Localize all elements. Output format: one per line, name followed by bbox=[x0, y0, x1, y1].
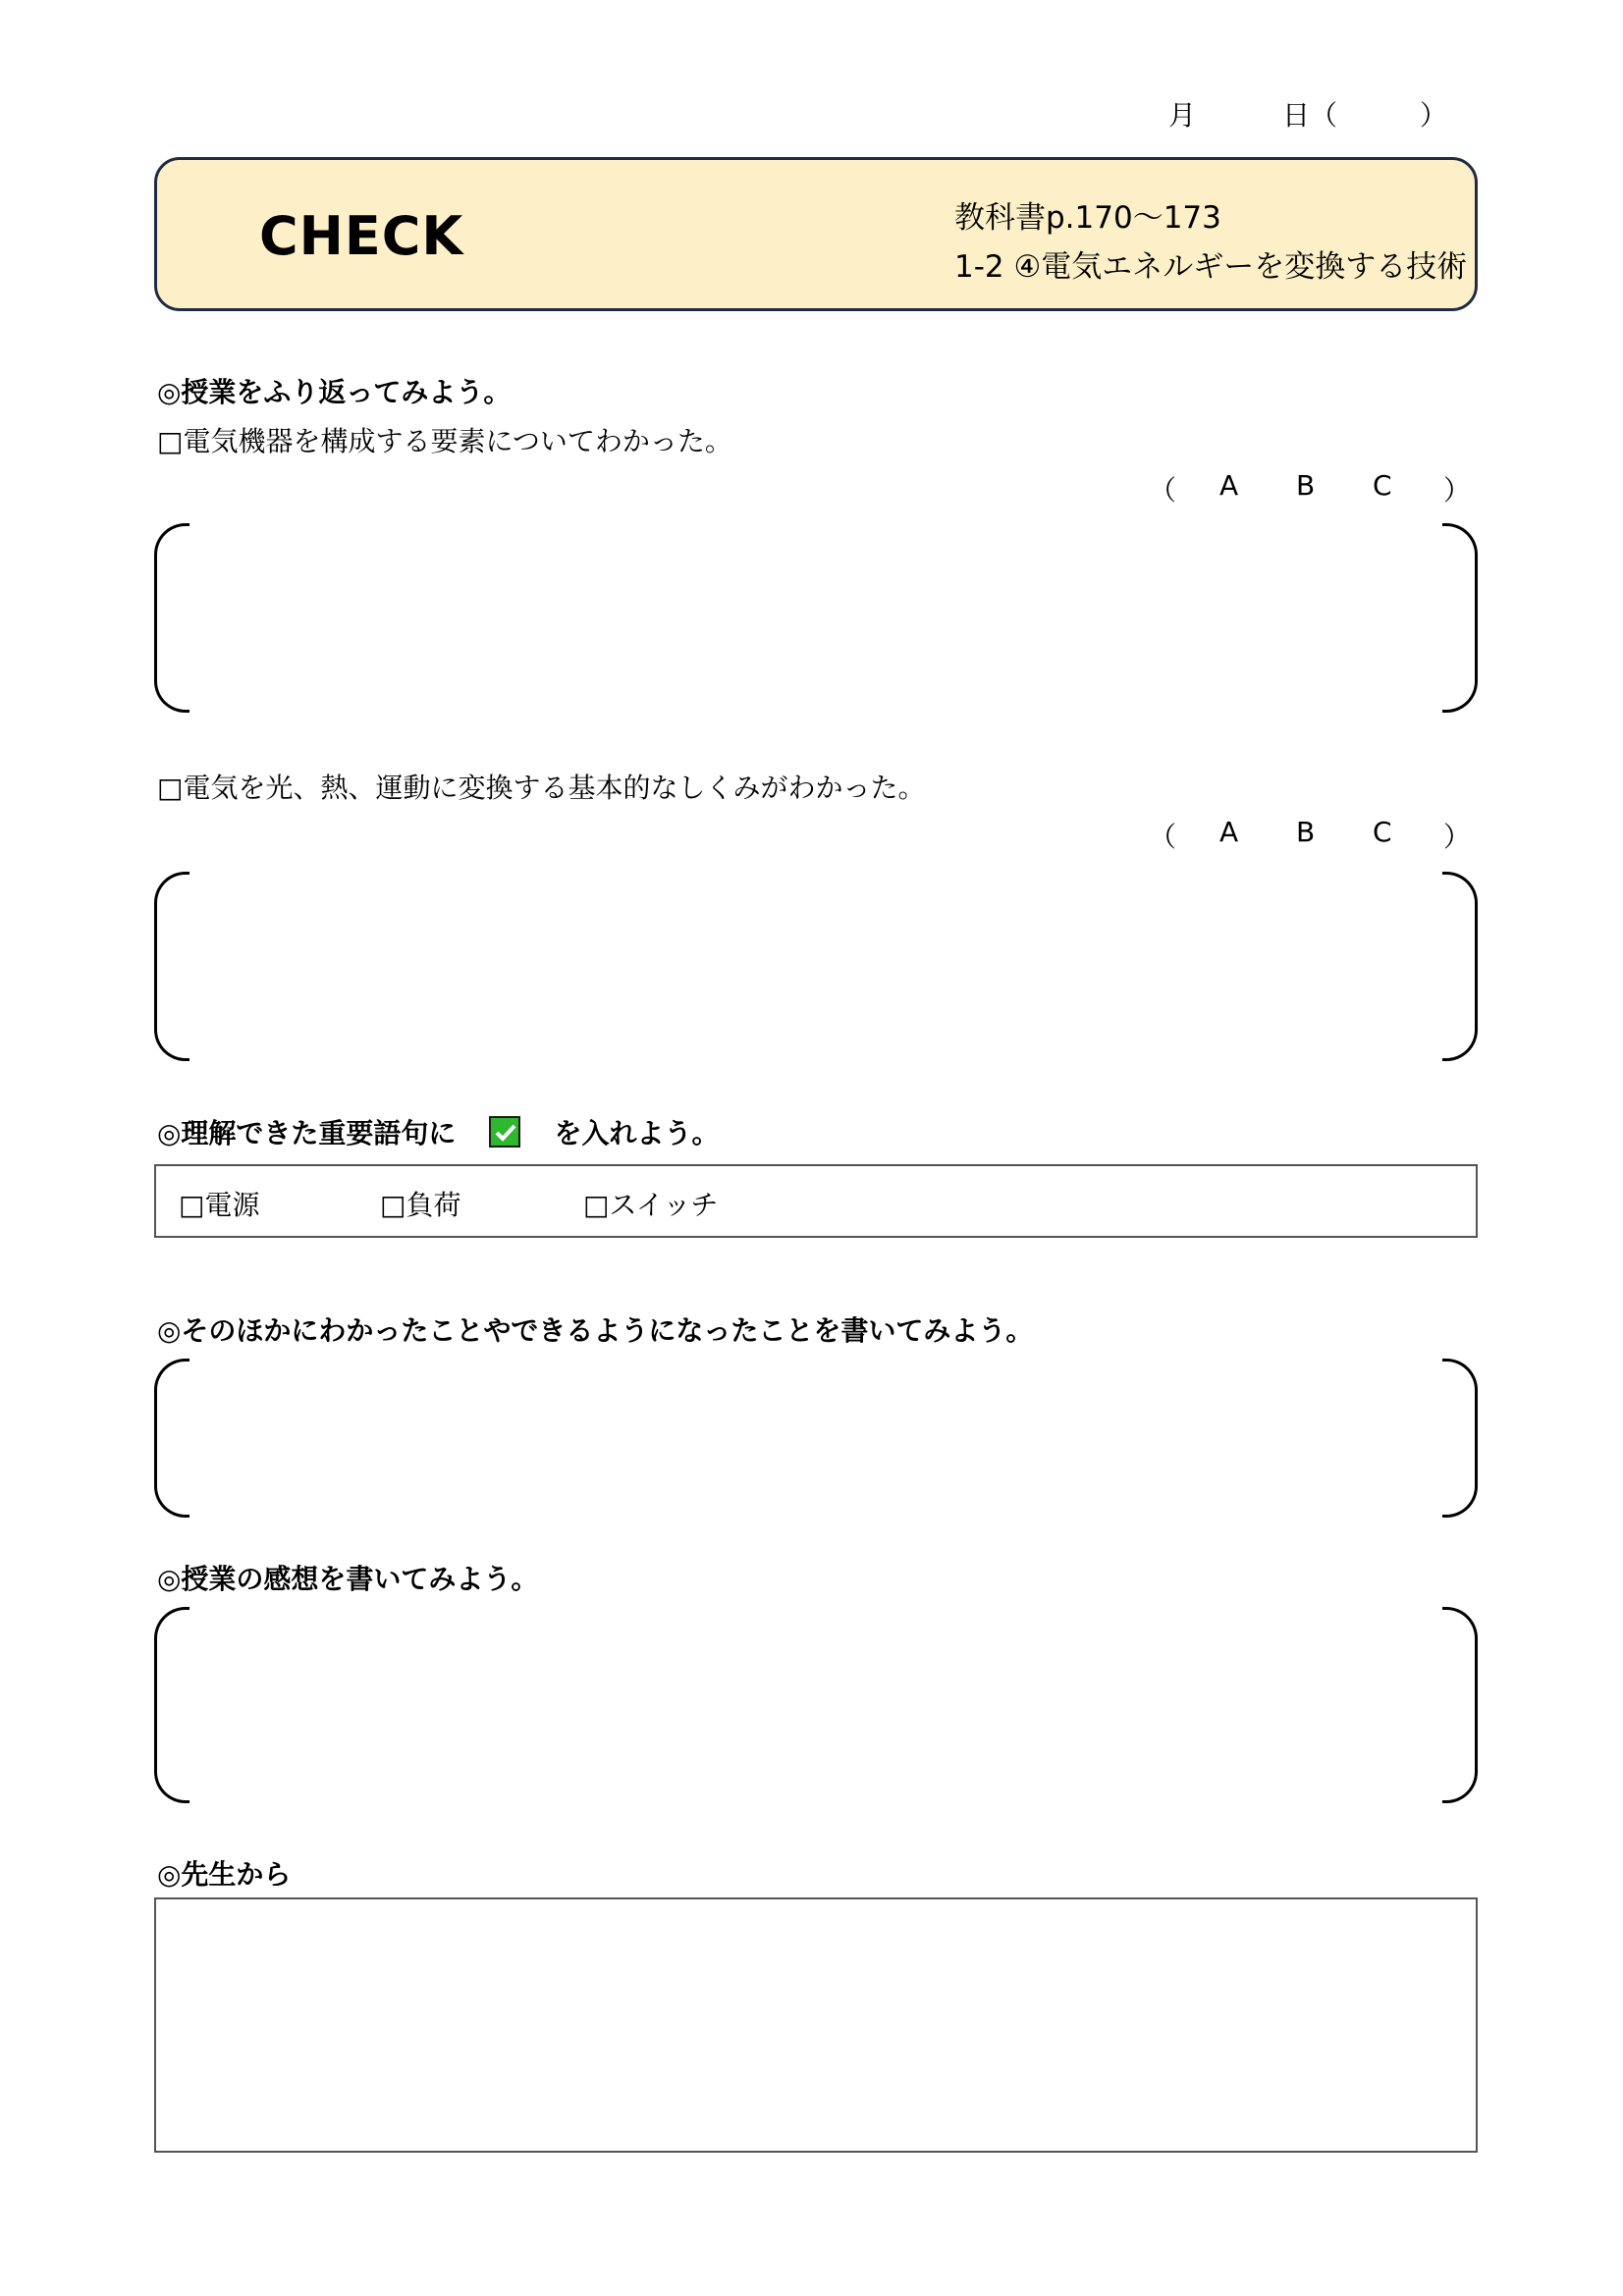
page-title: CHECK bbox=[259, 205, 464, 267]
key-terms-box bbox=[154, 1164, 1478, 1238]
review-item-2[interactable]: □電気を光、熱、運動に変換する基本的なしくみがわかった。 bbox=[157, 772, 926, 804]
date-line bbox=[1159, 94, 1453, 133]
answer-area-4[interactable] bbox=[154, 1607, 1478, 1803]
weekday-close: ） bbox=[1420, 99, 1448, 132]
term-power-source[interactable]: □電源 bbox=[179, 1189, 260, 1221]
rating-a[interactable]: A bbox=[1219, 816, 1239, 848]
section-heading-teacher: ◎先生から bbox=[157, 1858, 292, 1891]
rating-a[interactable]: A bbox=[1219, 469, 1239, 502]
section-heading-impressions: ◎授業の感想を書いてみよう。 bbox=[157, 1563, 539, 1595]
section-heading-review: ◎授業をふり返ってみよう。 bbox=[157, 376, 512, 408]
rating-b[interactable]: B bbox=[1296, 816, 1316, 848]
term-switch[interactable]: □スイッチ bbox=[583, 1189, 719, 1221]
lesson-reference bbox=[954, 193, 1467, 292]
lesson-title: 1-2 ④電気エネルギーを変換する技術 bbox=[954, 249, 1468, 285]
teacher-comment-box[interactable] bbox=[154, 1897, 1478, 2153]
month-label: 月 bbox=[1168, 99, 1197, 132]
review-item-1[interactable]: □電気機器を構成する要素についてわかった。 bbox=[157, 425, 732, 457]
rating-c[interactable]: C bbox=[1373, 816, 1392, 848]
section-heading-learned: ◎そのほかにわかったことやできるようになったことを書いてみよう。 bbox=[157, 1314, 1034, 1347]
header-banner bbox=[154, 157, 1478, 311]
day-label: 日（ bbox=[1282, 99, 1338, 132]
textbook-reference: 教科書p.170～173 bbox=[954, 200, 1221, 236]
answer-area-3[interactable] bbox=[154, 1359, 1478, 1518]
section-heading-terms: ◎理解できた重要語句に を入れよう。 bbox=[157, 1117, 720, 1149]
answer-area-2[interactable] bbox=[154, 872, 1478, 1061]
term-load[interactable]: □負荷 bbox=[380, 1189, 461, 1221]
rating-b[interactable]: B bbox=[1296, 469, 1316, 502]
rating-scale-1: （ A B C ） bbox=[1149, 469, 1472, 507]
rating-scale-2: （ A B C ） bbox=[1149, 816, 1472, 853]
checkbox-checked-icon bbox=[489, 1116, 520, 1148]
answer-area-1[interactable] bbox=[154, 523, 1478, 713]
rating-c[interactable]: C bbox=[1373, 469, 1392, 502]
